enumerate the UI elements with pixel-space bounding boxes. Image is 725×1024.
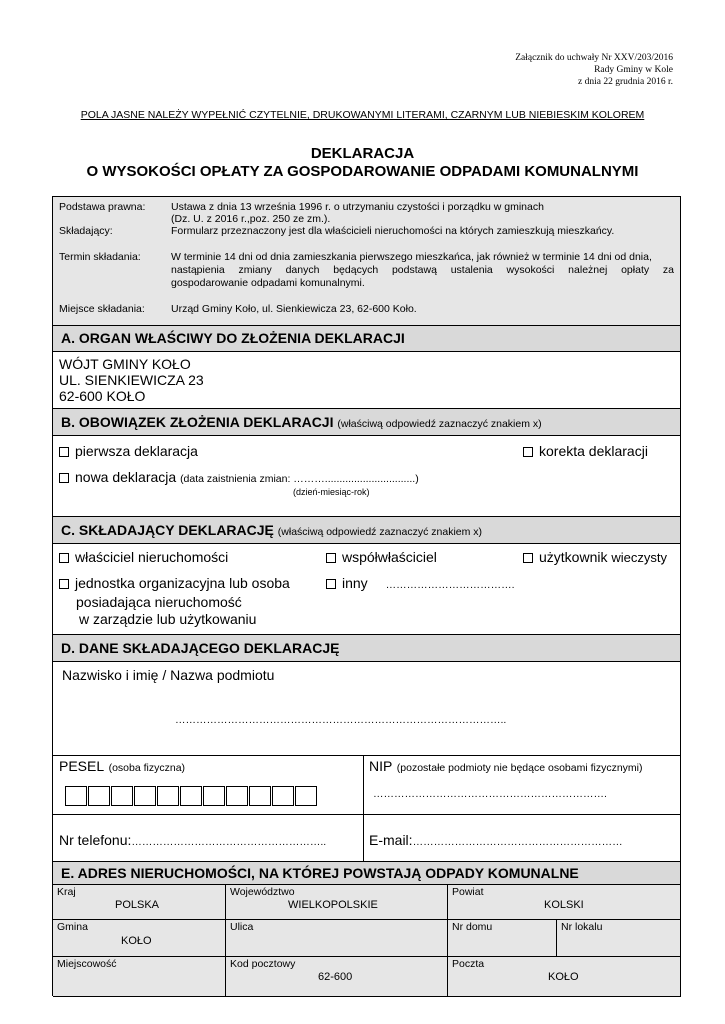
name-label: Nazwisko i imię / Nazwa podmiotu — [62, 667, 275, 683]
section-d-title: D. DANE SKŁADAJĄCEGO DEKLARACJĘ — [61, 640, 340, 656]
deadline-value-1: W terminie 14 dni od dnia zamieszkania pierwszego mieszkańca, jak również w terminie 14 dni od dnia, — [171, 251, 652, 263]
commune-label: Gmina — [57, 921, 88, 933]
coowner-label: współwłaściciel — [342, 549, 437, 565]
pesel-digit-box[interactable] — [272, 786, 294, 806]
date-format-hint: (dzień-miesiąc-rok) — [293, 487, 370, 497]
option-new-declaration[interactable] — [59, 469, 419, 485]
new-declaration-label: nowa deklaracja — [75, 469, 177, 485]
pesel-digit-box[interactable] — [249, 786, 271, 806]
nip-title — [369, 758, 643, 776]
fill-instruction: POLA JASNE NALEŻY WYPEŁNIĆ CZYTELNIE, DRUKOWANYMI LITERAMI, CZARNYM LUB NIEBIESKIM KOLOREM — [80, 109, 645, 121]
section-e-title: E. ADRES NIERUCHOMOŚCI, NA KTÓREJ POWSTAJĄ ODPADY KOMUNALNE — [61, 865, 579, 881]
email-label: E-mail: — [369, 832, 413, 848]
section-a-title: A. ORGAN WŁAŚCIWY DO ZŁOŻENIA DEKLARACJI — [61, 330, 405, 346]
email-field[interactable]: …………………………………………………… — [412, 836, 623, 848]
section-a-body — [52, 351, 681, 409]
new-declaration-checkbox[interactable] — [59, 473, 69, 483]
owner-label: właściciel nieruchomości — [75, 549, 229, 565]
section-b-header — [52, 408, 681, 436]
address-grid — [52, 884, 681, 996]
district-label: Powiat — [452, 886, 484, 898]
section-c-header — [52, 516, 681, 544]
pesel-digit-box[interactable] — [65, 786, 87, 806]
option-owner[interactable] — [59, 549, 228, 565]
nip-field[interactable]: …………………………………………………………. — [373, 788, 607, 800]
attachment-line-2: Rady Gminy w Kole — [594, 65, 673, 75]
submitter-value: Formularz przeznaczony jest dla właścicieli nieruchomości na których zamieszkują mieszkańcy. — [171, 225, 615, 237]
option-first-declaration[interactable] — [59, 443, 198, 459]
apartment-number-label: Nr lokalu — [561, 921, 603, 933]
voivodeship-label: Województwo — [230, 886, 295, 898]
option-coowner[interactable] — [326, 549, 437, 565]
pesel-digit-box[interactable] — [88, 786, 110, 806]
authority-name: WÓJT GMINY KOŁO — [59, 356, 191, 372]
district-cell[interactable] — [448, 885, 681, 920]
organizational-unit-label-1: jednostka organizacyjna lub osoba — [75, 575, 290, 591]
pesel-input[interactable] — [65, 786, 319, 806]
pesel-digit-box[interactable] — [134, 786, 156, 806]
pesel-digit-box[interactable] — [226, 786, 248, 806]
first-declaration-checkbox[interactable] — [59, 447, 69, 457]
organizational-unit-checkbox[interactable] — [59, 579, 69, 589]
postcode-label: Kod pocztowy — [230, 958, 296, 970]
section-e-header — [52, 861, 681, 885]
pesel-title — [59, 758, 185, 776]
name-block — [52, 661, 681, 756]
pesel-digit-box[interactable] — [203, 786, 225, 806]
nip-hint: (pozostałe podmioty nie będące osobami fizycznymi) — [396, 762, 643, 774]
section-b-title: B. OBOWIĄZEK ZŁOŻENIA DEKLARACJI — [61, 414, 334, 430]
attachment-line-3: z dnia 22 grudnia 2016 r. — [578, 77, 673, 87]
voivodeship-value: WIELKOPOLSKIE — [288, 899, 378, 911]
legal-basis-label: Podstawa prawna: — [59, 201, 146, 213]
place-value: Urząd Gminy Koło, ul. Sienkiewicza 23, 62-600 Koło. — [171, 303, 417, 315]
phone-field[interactable]: ……………………………………………….. — [131, 836, 327, 848]
section-b-body — [52, 435, 681, 517]
perpetual-user-label-b: wieczysty — [611, 550, 667, 565]
owner-checkbox[interactable] — [59, 553, 69, 563]
correction-checkbox[interactable] — [523, 447, 533, 457]
commune-value: KOŁO — [121, 935, 152, 947]
attachment-line-1: Załącznik do uchwały Nr XXV/203/2016 — [515, 53, 673, 63]
title-line-1: DEKLARACJA — [310, 145, 415, 162]
country-cell[interactable] — [53, 885, 226, 920]
phone-row — [59, 832, 326, 850]
pesel-digit-box[interactable] — [111, 786, 133, 806]
phone-label: Nr telefonu: — [59, 832, 132, 848]
perpetual-user-checkbox[interactable] — [523, 553, 533, 563]
deadline-value-3: gospodarowanie odpadami komunalnymi. — [171, 277, 365, 289]
section-b-hint: (właściwą odpowiedź zaznaczyć znakiem x) — [337, 418, 542, 430]
title-line-2: O WYSOKOŚCI OPŁATY ZA GOSPODAROWANIE ODPADAMI KOMUNALNYMI — [86, 163, 639, 180]
document-title — [0, 145, 725, 181]
id-divider — [363, 756, 364, 814]
contact-block — [52, 814, 681, 862]
pesel-label: PESEL — [59, 758, 105, 774]
authority-city: 62-600 KOŁO — [59, 388, 146, 404]
correction-label: korekta deklaracji — [539, 443, 648, 459]
section-c-hint: (właściwą odpowiedź zaznaczyć znakiem x) — [277, 526, 483, 538]
change-date-field[interactable]: (data zaistnienia zmian: ………...............................) — [180, 473, 419, 485]
option-other[interactable] — [326, 575, 515, 591]
district-value: KOLSKI — [544, 899, 584, 911]
nip-label: NIP — [369, 758, 393, 774]
pesel-hint: (osoba fizyczna) — [108, 762, 186, 774]
email-row — [369, 832, 623, 850]
post-office-value: KOŁO — [548, 971, 579, 983]
post-office-cell[interactable] — [448, 957, 681, 997]
submitter-label: Składający: — [59, 225, 113, 237]
voivodeship-cell[interactable] — [226, 885, 448, 920]
country-label: Kraj — [57, 886, 76, 898]
first-declaration-label: pierwsza deklaracja — [75, 443, 198, 459]
id-block — [52, 755, 681, 815]
commune-cell[interactable] — [53, 920, 226, 957]
house-number-label: Nr domu — [452, 921, 493, 933]
info-box — [52, 196, 681, 326]
coowner-checkbox[interactable] — [326, 553, 336, 563]
pesel-digit-box[interactable] — [157, 786, 179, 806]
contact-divider — [363, 815, 364, 861]
perpetual-user-label-a: użytkownik — [539, 549, 608, 565]
locality-cell[interactable] — [53, 957, 226, 997]
house-number-cell[interactable] — [448, 920, 557, 957]
other-field[interactable]: ………………………………. — [385, 579, 515, 591]
post-office-label: Poczta — [452, 958, 485, 970]
country-value: POLSKA — [115, 899, 160, 911]
section-a-header — [52, 325, 681, 352]
option-perpetual-user[interactable] — [523, 549, 667, 565]
legal-basis-value-2: (Dz. U. z 2016 r.,poz. 250 ze zm.). — [171, 213, 331, 225]
pesel-digit-box[interactable] — [180, 786, 202, 806]
other-checkbox[interactable] — [326, 579, 336, 589]
organizational-unit-label-3: w zarządzie lub użytkowaniu — [79, 611, 257, 627]
option-organizational-unit[interactable] — [59, 575, 290, 591]
apartment-number-cell[interactable] — [557, 920, 681, 957]
postcode-cell[interactable] — [226, 957, 448, 997]
attachment-note — [515, 52, 673, 88]
locality-label: Miejscowość — [57, 958, 117, 970]
organizational-unit-label-2: posiadająca nieruchomość — [76, 594, 242, 610]
legal-basis-value-1: Ustawa z dnia 13 września 1996 r. o utrzymaniu czystości i porządku w gminach — [171, 201, 544, 213]
deadline-label: Termin składania: — [59, 251, 141, 263]
pesel-digit-box[interactable] — [295, 786, 317, 806]
place-label: Miejsce składania: — [59, 303, 145, 315]
option-correction[interactable] — [523, 443, 648, 459]
street-cell[interactable] — [226, 920, 448, 957]
street-label: Ulica — [230, 921, 254, 933]
other-label: inny — [342, 575, 368, 591]
section-c-body — [52, 543, 681, 635]
section-c-title: C. SKŁADAJĄCY DEKLARACJĘ — [61, 522, 274, 538]
authority-street: UL. SIENKIEWICZA 23 — [59, 372, 204, 388]
deadline-value-2: nastąpienia zmiany danych będących podstawą ustalenia wysokości należnej opłaty za — [171, 264, 674, 276]
name-field[interactable]: ………………………………………………………………………………….. — [175, 714, 507, 726]
section-d-header — [52, 634, 681, 662]
postcode-value: 62-600 — [318, 971, 353, 983]
